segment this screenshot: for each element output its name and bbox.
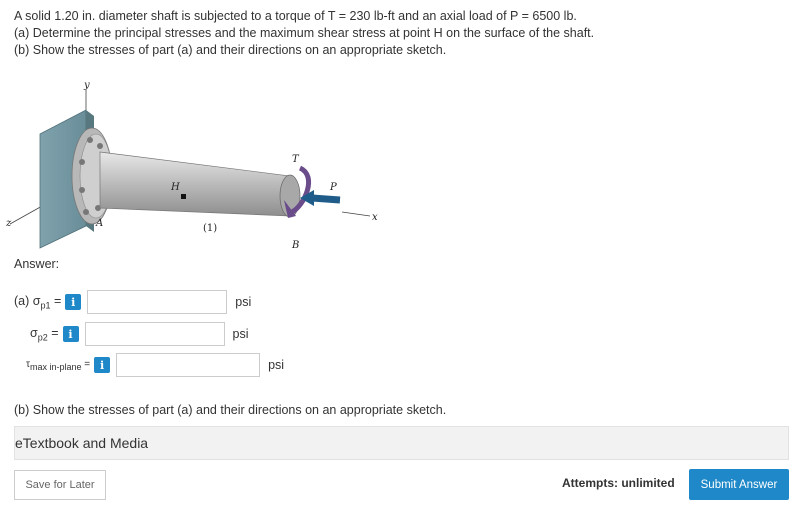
submit-answer-button[interactable]: Submit Answer xyxy=(689,469,789,500)
sigma-p1-unit: psi xyxy=(235,295,252,309)
sigma-p2-label: $\sigma_{p2}$ = xyxy=(30,325,59,343)
shaft xyxy=(100,152,290,216)
answer-label: Answer: xyxy=(14,257,60,271)
sigma-p1-row xyxy=(14,290,251,314)
problem-line-3: (b) Show the stresses of part (a) and their directions on an appropriate sketch. xyxy=(14,43,447,57)
label-z: z xyxy=(6,218,12,229)
attempts-text: Attempts: unlimited xyxy=(562,476,675,490)
label-a: A xyxy=(96,218,104,229)
bolt-icon xyxy=(79,187,85,193)
sigma-p2-input[interactable] xyxy=(85,322,225,346)
etextbook-media-link[interactable] xyxy=(14,426,789,460)
bolt-icon xyxy=(97,143,103,149)
info-icon[interactable]: i xyxy=(63,326,79,342)
label-y: y xyxy=(84,80,90,91)
sigma-p1-label: (a) $\sigma_{p1}$ = xyxy=(14,293,62,311)
part-b-text: (b) Show the stresses of part (a) and their directions on an appropriate sketch. xyxy=(14,403,447,417)
bolt-icon xyxy=(79,159,85,165)
tau-max-label: $\tau_{max in-plane}$ = xyxy=(26,358,91,372)
label-b: B xyxy=(292,240,300,251)
label-t: T xyxy=(292,154,299,165)
x-axis-line xyxy=(342,212,370,216)
label-x: x xyxy=(372,212,378,223)
bolt-icon xyxy=(87,137,93,143)
sigma-p2-row xyxy=(30,322,249,346)
shaft-diagram xyxy=(0,76,420,261)
shaft-figure xyxy=(0,76,420,261)
tau-max-row xyxy=(26,353,284,377)
info-icon[interactable]: i xyxy=(65,294,81,310)
tau-max-unit: psi xyxy=(268,358,285,372)
problem-line-1: A solid 1.20 in. diameter shaft is subjected to a torque of T = 230 lb-ft and an axial load of P = 6500 lb. xyxy=(14,9,577,23)
problem-line-2: (a) Determine the principal stresses and the maximum shear stress at point H on the surface of the shaft. xyxy=(14,26,595,40)
etextbook-label: eTextbook and Media xyxy=(15,435,149,451)
problem-statement xyxy=(14,8,594,59)
tau-max-input[interactable] xyxy=(116,353,260,377)
axial-load-arrow xyxy=(312,198,340,200)
label-p: P xyxy=(330,182,337,193)
sigma-p2-unit: psi xyxy=(232,327,249,341)
sigma-p1-input[interactable] xyxy=(87,290,227,314)
bolt-icon xyxy=(83,209,89,215)
save-for-later-button[interactable]: Save for Later xyxy=(14,470,106,500)
info-icon[interactable]: i xyxy=(94,357,110,373)
point-h-marker xyxy=(181,194,186,199)
label-member-1: (1) xyxy=(203,223,218,234)
label-h: H xyxy=(171,182,180,193)
